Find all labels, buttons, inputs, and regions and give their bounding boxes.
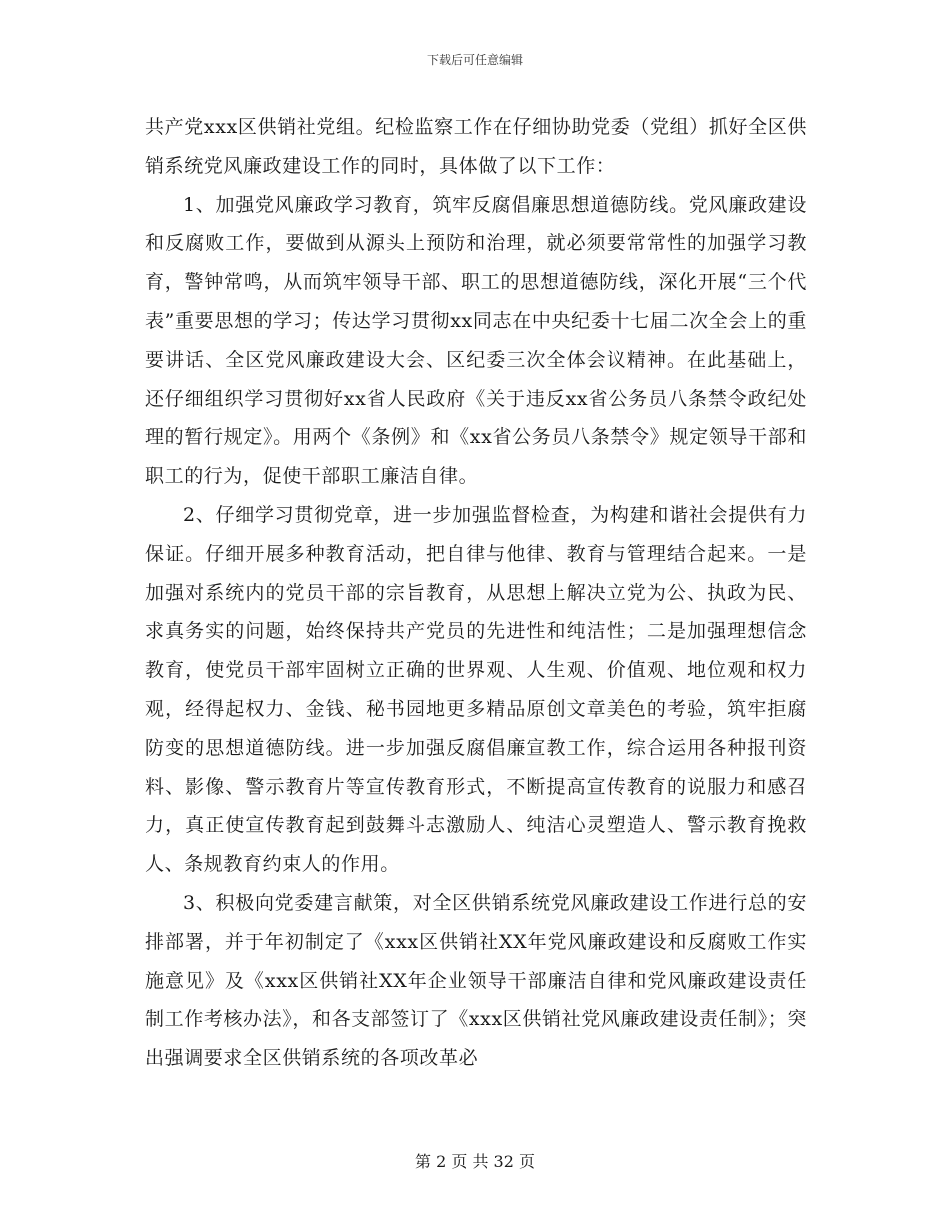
page-header-note: 下载后可任意编辑: [426, 53, 523, 67]
document-body: [145, 108, 807, 1078]
paragraph-item-3: 3、积极向党委建言献策，对全区供销系统党风廉政建设工作进行总的安排部署，并于年初制定了《xxx区供销社XX年党风廉政建设和反腐败工作实施意见》及《xxx区供销社XX年企业领导干部廉洁自律和党风廉政建设责任制工作考核办法》，和各支部签订了《xxx区供销社党风廉政建设责任制》；突出强调要求全区供销系统的各项改革必: [145, 891, 807, 1070]
paragraph-item-2: 2、仔细学习贯彻党章，进一步加强监督检查，为构建和谐社会提供有力保证。仔细开展多种教育活动，把自律与他律、教育与管理结合起来。一是加强对系统内的党员干部的宗旨教育，从思想上解决立党为公、执政为民、求真务实的问题，始终保持共产党员的先进性和纯洁性；二是加强理想信念教育，使党员干部牢固树立正确的世界观、人生观、价值观、地位观和权力观，经得起权力、金钱、秘书园地更多精品原创文章美色的考验，筑牢拒腐防变的思想道德防线。进一步加强反腐倡廉宣教工作，综合运用各种报刊资料、影像、警示教育片等宣传教育形式，不断提高宣传教育的说服力和感召力，真正使宣传教育起到鼓舞斗志激励人、纯洁心灵塑造人、警示教育挽救人、条规教育约束人的作用。: [145, 503, 807, 876]
page-number-footer: 第 2 页 共 32 页: [415, 1152, 535, 1171]
paragraph-item-1: 1、加强党风廉政学习教育，筑牢反腐倡廉思想道德防线。党风廉政建设和反腐败工作，要做到从源头上预防和治理，就必须要常常性的加强学习教育，警钟常鸣，从而筑牢领导干部、职工的思想道德防线，深化开展“三个代表”重要思想的学习；传达学习贯彻xx同志在中央纪委十七届二次全会上的重要讲话、全区党风廉政建设大会、区纪委三次全体会议精神。在此基础上，还仔细组织学习贯彻好xx省人民政府《关于违反xx省公务员八条禁令政纪处理的暂行规定》。用两个《条例》和《xx省公务员八条禁令》规定领导干部和职工的行为，促使干部职工廉洁自律。: [145, 193, 807, 488]
paragraph-intro: 共产党xxx区供销社党组。纪检监察工作在仔细协助党委（党组）抓好全区供销系统党风廉政建设工作的同时，具体做了以下工作：: [145, 116, 807, 177]
